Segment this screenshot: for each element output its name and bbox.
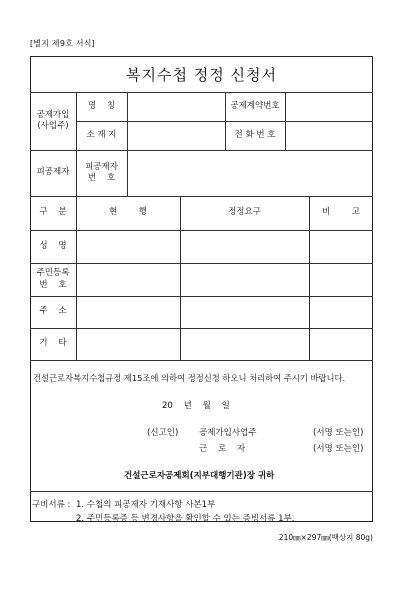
paper-spec: 210㎜×297㎜(백상지 80g) — [278, 533, 373, 542]
category-header: 구 분 — [39, 207, 67, 218]
attachments-label: 구비서류 : — [32, 500, 71, 510]
row-label-resident-no: 주민등록 번 호 — [36, 268, 70, 290]
divider — [30, 230, 373, 231]
contract-no-field[interactable] — [285, 92, 373, 121]
divider — [30, 296, 373, 297]
contract-no-label: 공제계약번호 — [230, 100, 280, 111]
form-title: 복지수첩 정정 신청서 — [126, 65, 277, 84]
row-label-other: 기 타 — [39, 338, 67, 349]
divider — [30, 360, 373, 361]
name-label: 명 칭 — [87, 100, 116, 111]
row-label-address: 주 소 — [39, 306, 67, 317]
employer-signature[interactable]: (서명 또는인) — [313, 428, 364, 438]
recipient-line: 건설근로자공제회(지부대행기관)장 귀하 — [124, 471, 275, 481]
insured-id-field[interactable] — [127, 150, 373, 196]
form-reference: [별지 제9호 서식] — [30, 39, 95, 48]
declarant-label: (신고인) — [147, 428, 179, 438]
insured-group-label: 피공제자 — [36, 167, 70, 178]
address-label: 소 재 지 — [86, 129, 117, 140]
statement-text: 건설근로자복지수첩규정 제15조에 의하여 정정신청 하오니 처리하여 주시기 바랍니다. — [33, 373, 346, 383]
worker-label: 근 로 자 — [199, 444, 246, 454]
attachment-item-2: 2. 주민등록증 등 변경사항을 확인할 수 있는 증빙서류 1부. — [76, 514, 295, 524]
employer-label: 공제가입사업주 — [199, 428, 257, 438]
phone-label: 전 화 번 호 — [234, 129, 276, 140]
name-field[interactable] — [127, 92, 225, 121]
divider — [30, 328, 373, 329]
attachment-item-1: 1. 수첩의 피공제자 기재사항 사본1부 — [76, 500, 216, 510]
divider — [30, 491, 373, 492]
applicant-group-label: 공제가입 (사업주) — [36, 109, 70, 131]
address-field[interactable] — [127, 121, 225, 150]
date-line: 20 년 월 일 — [162, 401, 230, 411]
phone-field[interactable] — [285, 121, 373, 150]
row-label-name: 성 명 — [39, 240, 67, 251]
requested-header: 정정요구 — [228, 207, 261, 218]
insured-id-label: 피공제자 번 호 — [85, 161, 118, 183]
current-header: 현 행 — [108, 207, 148, 218]
divider — [30, 263, 373, 264]
remarks-header: 비 고 — [321, 207, 361, 218]
worker-signature[interactable]: (서명 또는인) — [313, 444, 364, 454]
